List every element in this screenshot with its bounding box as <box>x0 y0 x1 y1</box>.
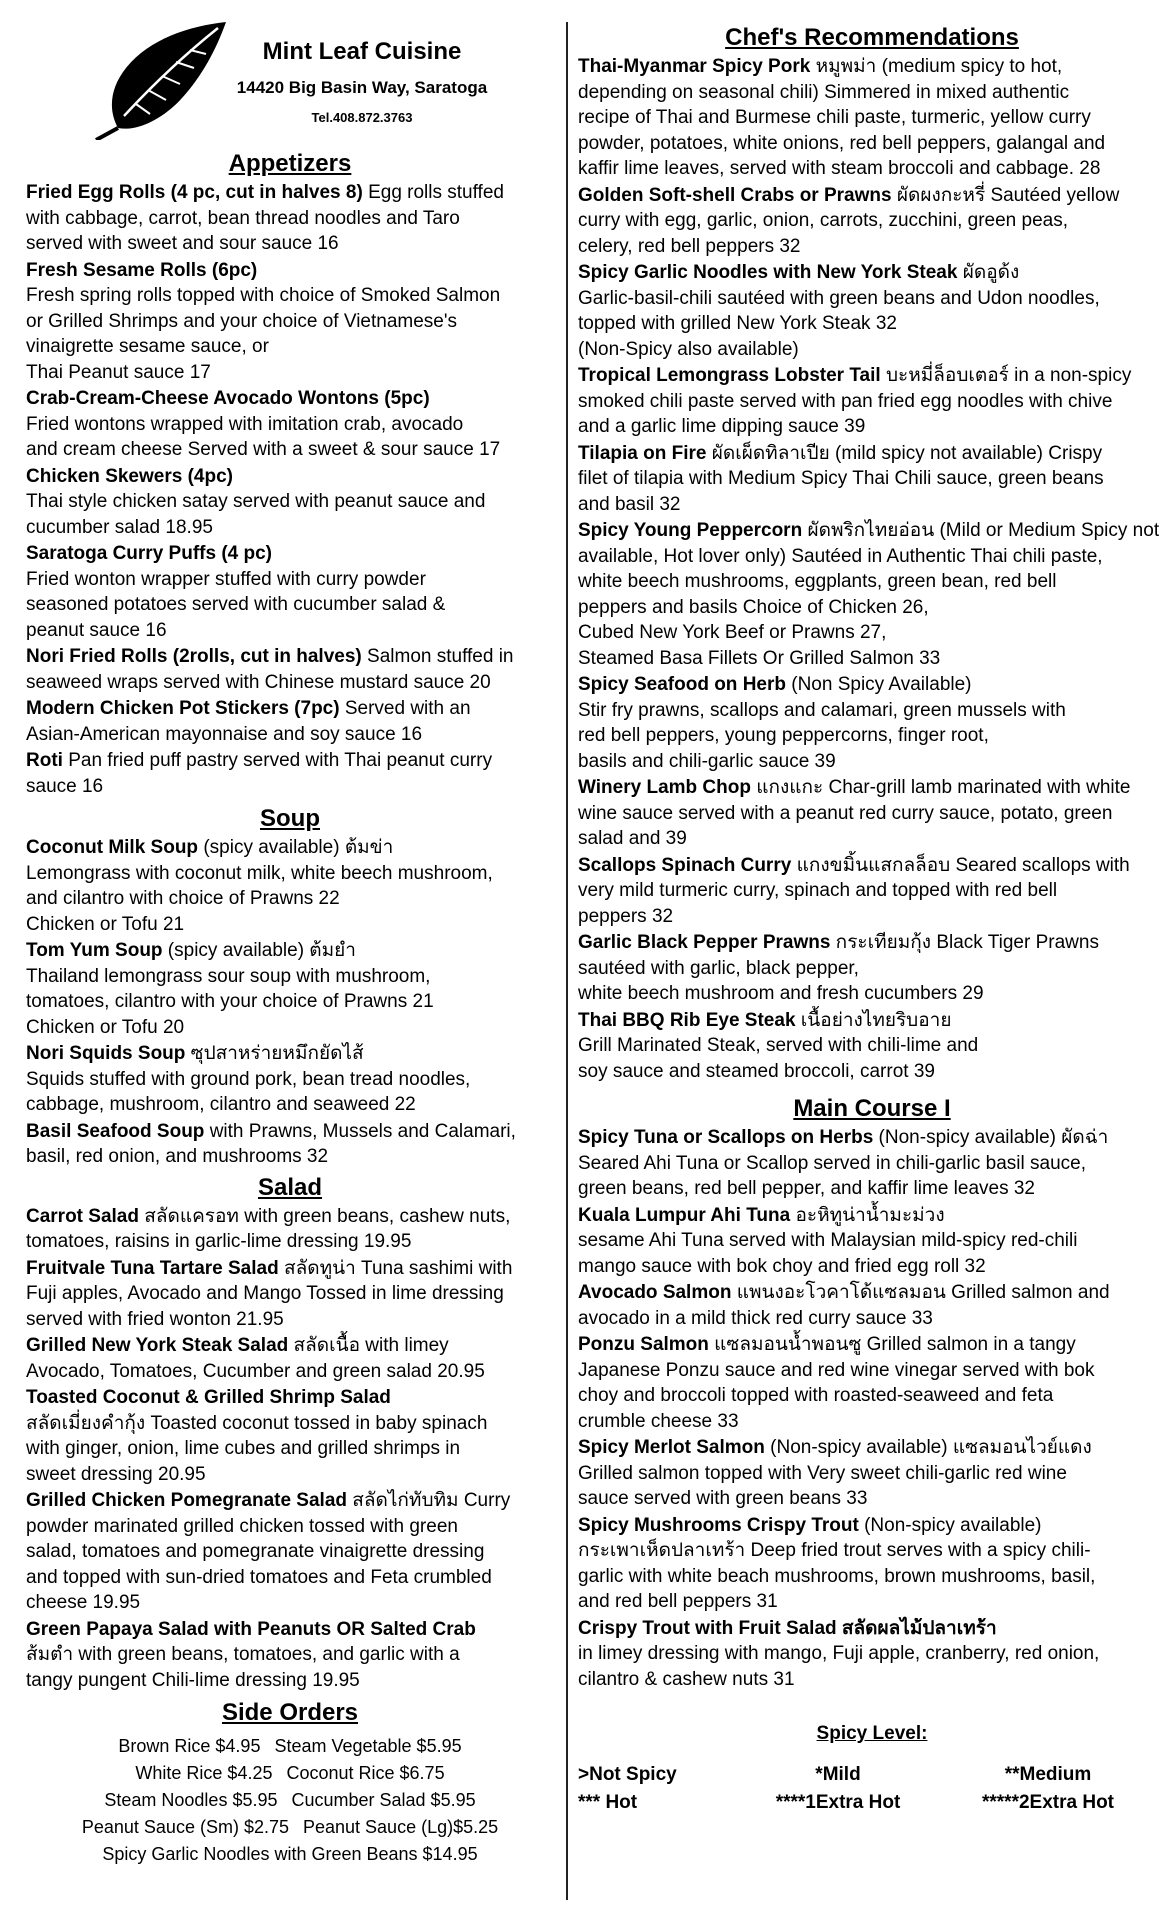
spicy-level-item: *****2Extra Hot <box>982 1792 1114 1813</box>
dish-name: Spicy Young Peppercorn <box>578 520 803 541</box>
dish-description-line: and cream cheese Served with a sweet & sour sauce 17 <box>26 439 501 460</box>
dish-note: (Non Spicy Available) <box>785 674 972 695</box>
dish-description-line: กระเพาเห็ดปลาเทร้า Deep fried trout serves with a spicy chili- <box>578 1540 1091 1561</box>
dish-description-line: white beech mushroom and fresh cucumbers 29 <box>578 983 984 1004</box>
dish-note: บะหมี่ล็อบเตอร์ in a non-spicy <box>880 365 1132 386</box>
dish-description-line: basil, red onion, and mushrooms 32 <box>26 1146 329 1167</box>
chef-recommendation-item <box>578 853 1166 930</box>
dish-name: Modern Chicken Pot Stickers (7pc) <box>26 698 340 719</box>
side-order-row <box>26 1841 554 1868</box>
side-order-item: Cucumber Salad $5.95 <box>291 1790 476 1810</box>
appetizer-item <box>26 644 554 695</box>
side-orders-title: Side Orders <box>221 1699 359 1726</box>
spicy-level-item: **Medium <box>1004 1764 1092 1785</box>
main-course-item <box>578 1203 1166 1280</box>
dish-description-line: Cubed New York Beef or Prawns 27, <box>578 622 887 643</box>
dish-name: Ponzu Salmon <box>578 1334 709 1355</box>
dish-note: ผัดอูด้ง <box>957 262 1020 283</box>
dish-description-line: red bell peppers, young peppercorns, finger root, <box>578 725 989 746</box>
dish-description-line: Avocado, Tomatoes, Cucumber and green salad 20.95 <box>26 1360 485 1382</box>
side-order-item: Steam Noodles $5.95 <box>104 1790 278 1810</box>
dish-description-line: seasoned potatoes served with cucumber salad & <box>26 594 446 615</box>
dish-description-line: very mild turmeric curry, spinach and topped with red bell <box>578 880 1058 901</box>
side-order-item: Peanut Sauce (Lg)$5.25 <box>302 1817 499 1837</box>
dish-note: แซลมอนน้ำพอนซู Grilled salmon in a tangy <box>708 1334 1076 1355</box>
salad-item <box>26 1385 554 1487</box>
main-course-item <box>578 1435 1166 1512</box>
dish-note: สลัดไก่ทับทิม Curry <box>347 1490 511 1511</box>
side-order-item: Spicy Garlic Noodles with Green Beans $14.95 <box>102 1844 478 1864</box>
dish-note: อะหิทูน่าน้ำมะม่วง <box>790 1204 945 1226</box>
dish-name: Thai BBQ Rib Eye Steak <box>578 1009 796 1031</box>
salad-item <box>26 1333 554 1384</box>
dish-description-line: sauce 16 <box>26 775 104 797</box>
dish-description-line: Fried wonton wrapper stuffed with curry powder <box>26 568 426 590</box>
soup-list <box>26 835 554 1170</box>
main-course-item <box>578 1332 1166 1434</box>
dish-note: สลัดเนื้อ with limey <box>288 1335 449 1356</box>
side-order-row <box>26 1733 554 1760</box>
dish-name: Fresh Sesame Rolls (6pc) <box>26 259 258 281</box>
appetizer-item <box>26 748 554 799</box>
dish-description-line: green beans, red bell pepper, and kaffir lime leaves 32 <box>578 1178 1036 1199</box>
dish-description-line: Chicken or Tofu 20 <box>26 1016 185 1038</box>
restaurant-info <box>222 38 502 125</box>
dish-description-line: vinaigrette sesame sauce, or <box>26 336 269 357</box>
dish-note: (spicy available) ต้มยำ <box>162 940 356 961</box>
dish-description-line: Squids stuffed with ground pork, bean tread noodles, <box>26 1068 471 1090</box>
chef-recommendation-item <box>578 1008 1166 1085</box>
dish-description-line: Thailand lemongrass sour soup with mushroom, <box>26 965 431 987</box>
dish-note: Served with an <box>339 698 471 719</box>
soup-item <box>26 1041 554 1118</box>
dish-description-line: with cabbage, carrot, bean thread noodles and Taro <box>26 207 460 229</box>
dish-description-line: powder marinated grilled chicken tossed with green <box>26 1515 458 1537</box>
dish-name: Kuala Lumpur Ahi Tuna <box>578 1204 791 1226</box>
dish-name: Coconut Milk Soup <box>26 837 199 858</box>
dish-description-line: peanut sauce 16 <box>26 619 167 641</box>
dish-note: กระเทียมกุ้ง Black Tiger Prawns <box>830 932 1099 953</box>
side-order-item: Steam Vegetable $5.95 <box>274 1736 462 1756</box>
chef-recommendation-item <box>578 54 1166 182</box>
dish-name: Tropical Lemongrass Lobster Tail <box>578 365 881 386</box>
dish-description-line: and a garlic lime dipping sauce 39 <box>578 416 866 437</box>
dish-description-line: cheese 19.95 <box>26 1592 141 1613</box>
dish-description-line: garlic with white beach mushrooms, brown mushrooms, basil, <box>578 1565 1096 1587</box>
dish-name: Avocado Salmon <box>578 1282 732 1303</box>
dish-name: Saratoga Curry Puffs (4 pc) <box>26 543 272 564</box>
dish-description-line: curry with egg, garlic, onion, carrots, zucchini, green peas, <box>578 210 1069 231</box>
dish-description-line: Thai style chicken satay served with peanut sauce and <box>26 491 486 512</box>
salad-title: Salad <box>257 1173 323 1201</box>
appetizers-title: Appetizers <box>228 150 352 177</box>
dish-description-line: powder, potatoes, white onions, red bell peppers, galangal and <box>578 132 1106 154</box>
salad-item <box>26 1617 554 1694</box>
dish-description-line: salad, tomatoes and pomegranate vinaigrette dressing <box>26 1541 485 1562</box>
dish-name: Basil Seafood Soup <box>26 1120 205 1142</box>
dish-name: Thai-Myanmar Spicy Pork <box>578 56 811 77</box>
dish-description-line: tomatoes, cilantro with your choice of Prawns 21 <box>26 991 434 1012</box>
dish-description-line: Steamed Basa Fillets Or Grilled Salmon 33 <box>578 647 941 669</box>
chef-recommendation-item <box>578 518 1166 671</box>
restaurant-address: 14420 Big Basin Way, Saratoga <box>236 78 488 97</box>
dish-description-line: served with sweet and sour sauce 16 <box>26 233 339 254</box>
dish-description-line: tangy pungent Chili-lime dressing 19.95 <box>26 1669 360 1691</box>
dish-note: ผัดเผ็ดทิลาเปีย (mild spicy not available) Crispy <box>706 442 1103 464</box>
dish-description-line: in limey dressing with mango, Fuji apple, cranberry, red onion, <box>578 1643 1100 1664</box>
side-orders-list <box>26 1733 554 1868</box>
dish-name: Green Papaya Salad with Peanuts OR Salted Crab <box>26 1618 476 1640</box>
chef-recommendation-item <box>578 183 1166 260</box>
dish-description-line: Grill Marinated Steak, served with chili-lime and <box>578 1035 979 1056</box>
dish-name: Grilled New York Steak Salad <box>26 1335 289 1356</box>
dish-description-line: smoked chili paste served with pan fried egg noodles with chive <box>578 390 1113 412</box>
dish-name: Golden Soft-shell Crabs or Prawns <box>578 184 892 206</box>
appetizer-item <box>26 258 554 386</box>
dish-description-line: filet of tilapia with Medium Spicy Thai Chili sauce, green beans <box>578 468 1104 489</box>
dish-description-line: celery, red bell peppers 32 <box>578 235 801 257</box>
dish-name: Toasted Coconut & Grilled Shrimp Salad <box>26 1387 391 1408</box>
dish-description-line: mango sauce with bok choy and fried egg roll 32 <box>578 1255 986 1277</box>
dish-description-line: choy and broccoli topped with roasted-seaweed and feta <box>578 1385 1054 1406</box>
dish-note: หมูพม่า (medium spicy to hot, <box>810 56 1063 77</box>
dish-description-line: ส้มตำ with green beans, tomatoes, and garlic with a <box>26 1644 460 1665</box>
dish-note: (Non-spicy available) ผัดฉ่า <box>873 1127 1109 1148</box>
dish-description-line: white beech mushrooms, eggplants, green bean, red bell <box>578 571 1057 592</box>
dish-name: Garlic Black Pepper Prawns <box>578 932 831 953</box>
chef-recommendation-item <box>578 260 1166 362</box>
salad-list <box>26 1204 554 1694</box>
dish-name: Fruitvale Tuna Tartare Salad <box>26 1257 279 1279</box>
dish-name: Chicken Skewers (4pc) <box>26 465 233 487</box>
chef-recommendations-list <box>578 54 1166 1085</box>
main-course-item <box>578 1125 1166 1202</box>
dish-note: Pan fried puff pastry served with Thai peanut curry <box>62 750 493 771</box>
dish-description-line: sesame Ahi Tuna served with Malaysian mild-spicy red-chili <box>578 1230 1078 1251</box>
dish-note: สลัดทูน่า Tuna sashimi with <box>278 1257 513 1279</box>
dish-note: สลัดแครอท with green beans, cashew nuts, <box>138 1205 511 1227</box>
dish-description-line: (Non-Spicy also available) <box>578 338 799 360</box>
dish-description-line: Asian-American mayonnaise and soy sauce 16 <box>26 723 423 745</box>
soup-item <box>26 1119 554 1170</box>
chef-recommendation-item <box>578 775 1166 852</box>
appetizers-list <box>26 180 554 799</box>
dish-note: Egg rolls stuffed <box>362 182 504 203</box>
dish-name: Winery Lamb Chop <box>578 777 751 798</box>
dish-note: (Non-spicy available) <box>858 1514 1042 1536</box>
side-order-row <box>26 1814 554 1841</box>
dish-name: Tilapia on Fire <box>578 442 707 464</box>
column-divider <box>566 22 568 1900</box>
dish-name: Crab-Cream-Cheese Avocado Wontons (5pc) <box>26 388 430 409</box>
spicy-level-item: *** Hot <box>578 1792 638 1813</box>
soup-item <box>26 835 554 937</box>
dish-note: แกงขมิ้นแสกลล็อบ Seared scallops with <box>791 854 1130 876</box>
dish-description-line: and topped with sun-dried tomatoes and Feta crumbled <box>26 1566 492 1588</box>
dish-description-line: depending on seasonal chili) Simmered in mixed authentic <box>578 81 1070 103</box>
dish-name: Nori Fried Rolls (2rolls, cut in halves) <box>26 646 362 667</box>
dish-name: Grilled Chicken Pomegranate Salad <box>26 1490 347 1511</box>
salad-item <box>26 1488 554 1616</box>
dish-description-line: avocado in a mild thick red curry sauce 33 <box>578 1307 933 1329</box>
dish-description-line: sauce served with green beans 33 <box>578 1488 868 1509</box>
restaurant-name: Mint Leaf Cuisine <box>262 38 462 65</box>
dish-description-line: sweet dressing 20.95 <box>26 1463 206 1485</box>
dish-description-line: or Grilled Shrimps and your choice of Vietnamese's <box>26 310 457 332</box>
dish-description-line: สลัดเมี่ยงคำกุ้ง Toasted coconut tossed in baby spinach <box>26 1412 488 1434</box>
dish-description-line: kaffir lime leaves, served with steam broccoli and cabbage. 28 <box>578 158 1101 179</box>
dish-name: Crispy Trout with Fruit Salad สลัดผลไม้ปลาเทร้า <box>578 1617 997 1639</box>
dish-note: (spicy available) ต้มข่า <box>198 837 394 858</box>
dish-description-line: Seared Ahi Tuna or Scallop served in chili-garlic basil sauce, <box>578 1152 1086 1174</box>
side-order-item: Coconut Rice $6.75 <box>286 1763 445 1783</box>
dish-description-line: served with fried wonton 21.95 <box>26 1308 284 1330</box>
dish-description-line: Chicken or Tofu 21 <box>26 913 185 935</box>
dish-description-line: recipe of Thai and Burmese chili paste, turmeric, yellow curry <box>578 107 1091 128</box>
chef-recommendation-item <box>578 930 1166 1007</box>
dish-name: Spicy Garlic Noodles with New York Steak <box>578 262 958 283</box>
dish-note: แกงแกะ Char-grill lamb marinated with white <box>750 777 1131 798</box>
dish-description-line: topped with grilled New York Steak 32 <box>578 313 897 334</box>
dish-name: Fried Egg Rolls (4 pc, cut in halves 8) <box>26 182 363 203</box>
salad-item <box>26 1256 554 1333</box>
spicy-level-legend <box>578 1761 1166 1817</box>
dish-name: Spicy Merlot Salmon <box>578 1437 765 1458</box>
dish-name: Roti <box>26 750 63 771</box>
appetizer-item <box>26 696 554 747</box>
dish-description-line: soy sauce and steamed broccoli, carrot 39 <box>578 1060 935 1082</box>
dish-note: Salmon stuffed in <box>361 646 514 667</box>
main-course-list <box>578 1125 1166 1693</box>
appetizer-item <box>26 180 554 257</box>
dish-description-line: Thai Peanut sauce 17 <box>26 361 211 383</box>
chef-recommendation-item <box>578 441 1166 518</box>
salad-item <box>26 1204 554 1255</box>
dish-description-line: peppers 32 <box>578 905 674 927</box>
dish-description-line: basils and chili-garlic sauce 39 <box>578 750 836 772</box>
left-column <box>26 20 554 1868</box>
dish-description-line: and red bell peppers 31 <box>578 1591 778 1612</box>
side-order-row <box>26 1787 554 1814</box>
dish-description-line: cabbage, mushroom, cilantro and seaweed 22 <box>26 1094 416 1115</box>
chef-recommendations-title: Chef's Recommendations <box>725 24 1019 51</box>
dish-description-line: crumble cheese 33 <box>578 1410 739 1432</box>
dish-description-line: tomatoes, raisins in garlic-lime dressing 19.95 <box>26 1231 412 1252</box>
side-order-item: Brown Rice $4.95 <box>118 1736 261 1756</box>
leaf-logo-icon <box>78 20 228 140</box>
chef-recommendation-item <box>578 672 1166 774</box>
dish-name: Tom Yum Soup <box>26 940 163 961</box>
dish-description-line: cucumber salad 18.95 <box>26 516 213 538</box>
dish-name: Spicy Mushrooms Crispy Trout <box>578 1514 859 1536</box>
dish-description-line: seaweed wraps served with Chinese mustard sauce 20 <box>26 671 491 693</box>
dish-description-line: sautéed with garlic, black pepper, <box>578 957 859 979</box>
main-course-title: Main Course I <box>793 1095 951 1122</box>
restaurant-phone: Tel.408.872.3763 <box>311 110 413 125</box>
side-order-item: White Rice $4.25 <box>135 1763 273 1783</box>
spicy-level-item: >Not Spicy <box>578 1764 677 1785</box>
main-course-item <box>578 1616 1166 1693</box>
dish-note: ผัดผงกะหรี่ Sautéed yellow <box>891 184 1120 206</box>
dish-description-line: Fuji apples, Avocado and Mango Tossed in lime dressing <box>26 1283 504 1304</box>
side-order-row <box>26 1760 554 1787</box>
dish-description-line: cilantro & cashew nuts 31 <box>578 1668 795 1690</box>
dish-name: Spicy Seafood on Herb <box>578 674 786 695</box>
soup-title: Soup <box>260 805 320 832</box>
dish-description-line: Japanese Ponzu sauce and red wine vinegar served with bok <box>578 1359 1095 1381</box>
dish-note: with Prawns, Mussels and Calamari, <box>204 1120 516 1142</box>
appetizer-item <box>26 386 554 463</box>
main-course-item <box>578 1513 1166 1615</box>
dish-name: Carrot Salad <box>26 1205 139 1227</box>
restaurant-header <box>26 20 554 148</box>
dish-description-line: Fried wontons wrapped with imitation crab, avocado <box>26 413 464 435</box>
side-order-item: Peanut Sauce (Sm) $2.75 <box>81 1817 289 1837</box>
dish-name: Scallops Spinach Curry <box>578 854 792 876</box>
spicy-level-item: *Mild <box>815 1764 861 1785</box>
soup-item <box>26 938 554 1040</box>
appetizer-item <box>26 541 554 643</box>
dish-note: ซุปสาหร่ายหมึกยัดไส้ <box>185 1043 364 1064</box>
appetizer-item <box>26 464 554 541</box>
spicy-level-title: Spicy Level: <box>816 1723 928 1744</box>
dish-description-line: Stir fry prawns, scallops and calamari, green mussels with <box>578 699 1066 721</box>
chef-recommendation-item <box>578 363 1166 440</box>
dish-description-line: salad and 39 <box>578 828 687 849</box>
main-course-item <box>578 1280 1166 1331</box>
dish-description-line: available, Hot lover only) Sautéed in Authentic Thai chili paste, <box>578 545 1103 567</box>
dish-description-line: Garlic-basil-chili sautéed with green beans and Udon noodles, <box>578 287 1100 309</box>
dish-description-line: Grilled salmon topped with Very sweet chili-garlic red wine <box>578 1462 1067 1484</box>
dish-name: Spicy Tuna or Scallops on Herbs <box>578 1127 874 1148</box>
dish-note: แพนงอะโวคาโด้แซลมอน Grilled salmon and <box>731 1282 1110 1303</box>
dish-description-line: and basil 32 <box>578 493 681 515</box>
dish-description-line: and cilantro with choice of Prawns 22 <box>26 888 340 909</box>
dish-note: เนื้อย่างไทยริบอาย <box>795 1009 952 1031</box>
dish-description-line: peppers and basils Choice of Chicken 26, <box>578 596 929 618</box>
dish-description-line: with ginger, onion, lime cubes and grilled shrimps in <box>26 1438 461 1459</box>
dish-note: ผัดพริกไทยอ่อน (Mild or Medium Spicy not <box>802 520 1160 541</box>
dish-description-line: wine sauce served with a peanut red curry sauce, potato, green <box>578 802 1113 824</box>
spicy-level-item: ****1Extra Hot <box>775 1792 901 1813</box>
right-column <box>578 22 1166 1817</box>
dish-description-line: Lemongrass with coconut milk, white beech mushroom, <box>26 862 493 884</box>
dish-description-line: Fresh spring rolls topped with choice of Smoked Salmon <box>26 285 501 306</box>
dish-name: Nori Squids Soup <box>26 1043 186 1064</box>
dish-note: (Non-spicy available) แซลมอนไวย์แดง <box>764 1437 1092 1458</box>
